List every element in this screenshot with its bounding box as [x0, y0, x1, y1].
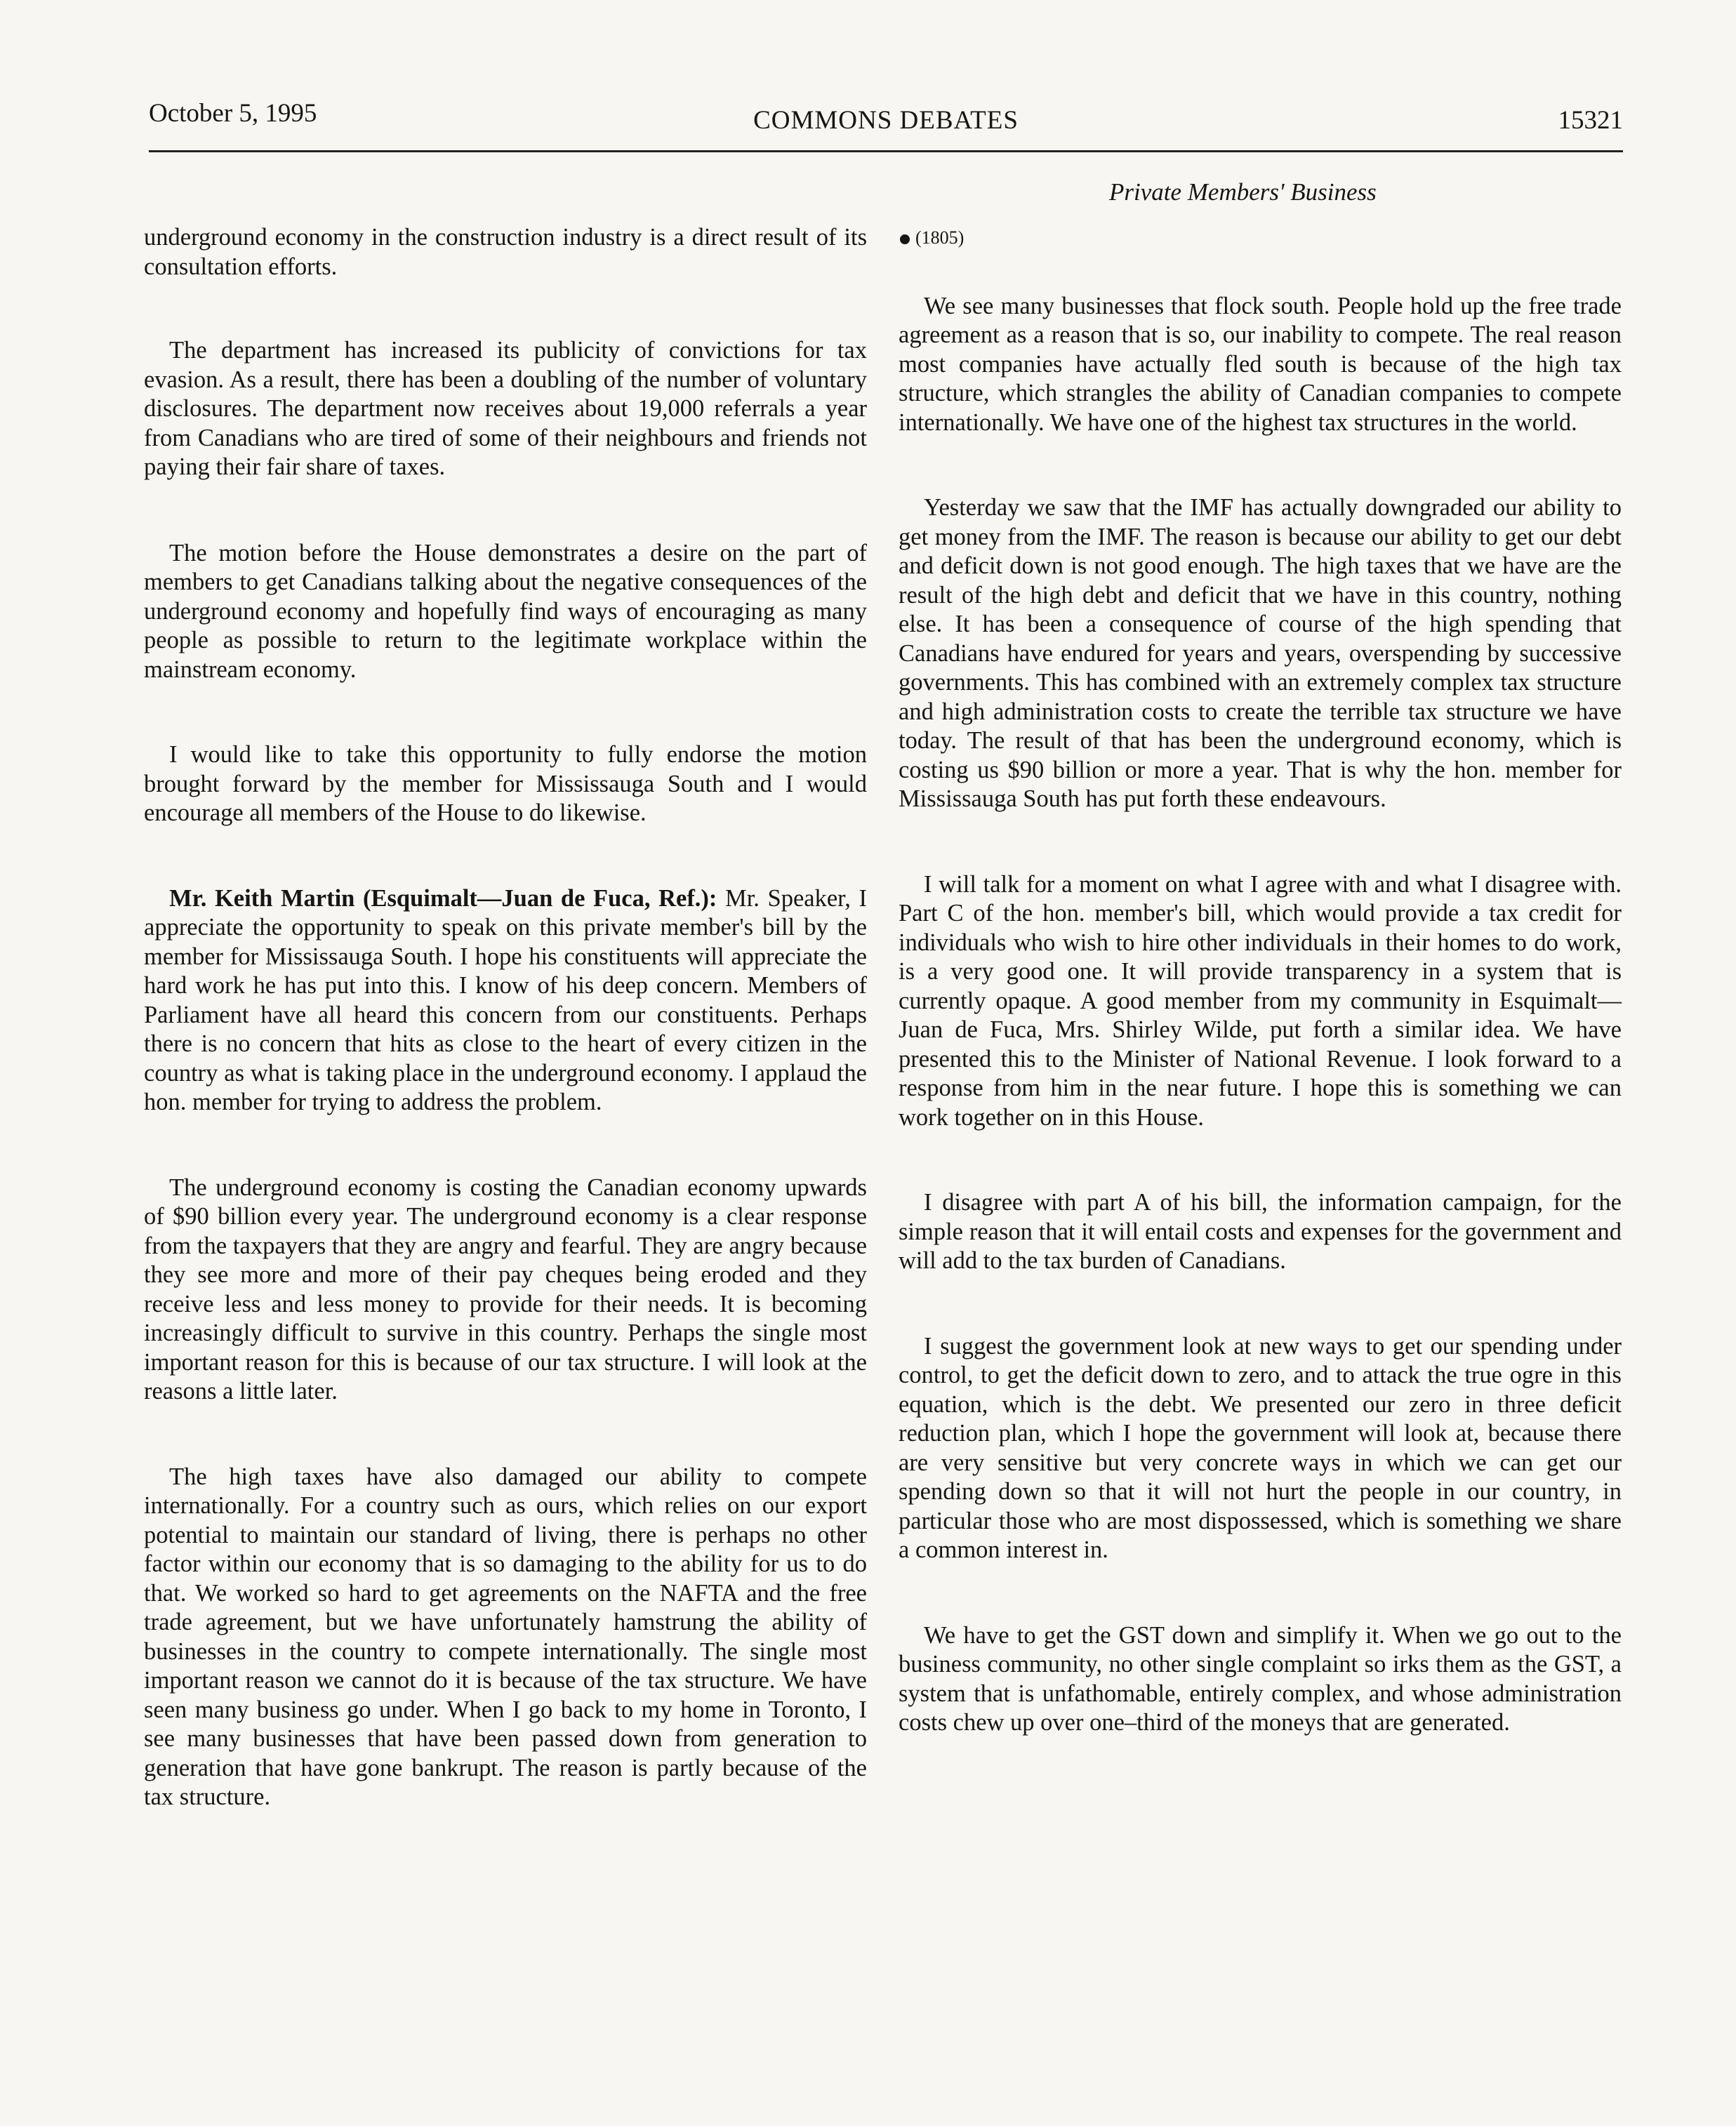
header-page-number: 15321 — [1558, 106, 1623, 135]
paragraph-gap — [144, 684, 867, 740]
speaker-name: Mr. Keith Martin (Esquimalt—Juan de Fuca, Ref.): — [169, 884, 717, 912]
left-paragraph-3: The motion before the House demonstrates a desire on the part of members to get Canadians talking about the negative consequences of the underground economy and hopefully find ways of encouraging as many people as possible to return to the legitimate workplace within the mainstream economy. — [144, 539, 867, 683]
left-paragraph-6: The underground economy is costing the Canadian economy upwards of $90 billion every year. The underground economy is a clear response from the taxpayers that they are angry and fearful. They are angry because they see more and more of their pay cheques being eroded and they receive less and less money to provide for their needs. It is becoming increasingly difficult to survive in this country. Perhaps the single most important reason for this is because of our tax structure. I will look at the reasons a little later. — [144, 1174, 867, 1404]
paragraph-gap — [144, 1407, 867, 1463]
paragraph-gap — [899, 1565, 1622, 1621]
right-paragraph-2: Yesterday we saw that the IMF has actually downgraded our ability to get money from the IMF. The reason is because our ability to get our debt and deficit down is not good enough. The high taxes that we have are the result of the high debt and deficit that we have in this country, nothing else. It has been a consequence of course of the high spending that Canadians have endured for years and years, overspending by successive governments. This has combined with an extremely complex tax structure and high administration costs to create the terrible tax structure we have today. The result of that has been the underground economy, which is costing us $90 billion or more a year. That is why the hon. member for Mississauga South has put forth these endeavours. — [899, 494, 1622, 812]
header-title: COMMONS DEBATES — [753, 106, 1019, 135]
paragraph-gap — [899, 253, 1622, 292]
right-paragraph-5: I suggest the government look at new ways to get our spending under control, to get the deficit down to zero, and to attack the true ogre in this equation, which is the debt. We presented our zero in three deficit reduction plan, which I hope the government will look at, because there are very sensitive but very concrete ways in which we can get our spending down so that it will not hurt the people in our country, in particular those who are most dispossessed, which is something we share a common interest in. — [899, 1332, 1622, 1563]
header-date: October 5, 1995 — [149, 99, 317, 128]
paragraph-gap — [899, 1276, 1622, 1332]
left-paragraph-7: The high taxes have also damaged our ability to compete internationally. For a country such as ours, which relies on our export potential to maintain our standard of living, there is perhaps no other factor within our economy that is so damaging to the ability for us to do that. We worked so hard to get agreements on the NAFTA and the free trade agreement, but we have unfortunately hamstrung the ability of businesses in the country to compete internationally. The single most important reason we cannot do it is because of the tax structure. We have seen many business go under. When I go back to my home in Toronto, I see many businesses that have been passed down from generation to generation that have gone bankrupt. The reason is partly because of the tax structure. — [144, 1463, 867, 1810]
paragraph-gap — [144, 281, 867, 336]
timestamp — [899, 223, 1622, 253]
left-paragraph-2: The department has increased its publicity of convictions for tax evasion. As a result, there has been a doubling of the number of voluntary disclosures. The department now receives about 19,000 referrals a year from Canadians who are tired of some of their neighbours and friends not paying their fair share of taxes. — [144, 337, 867, 480]
section-label: Private Members' Business — [1109, 178, 1377, 206]
paragraph-gap — [899, 437, 1622, 493]
right-paragraph-3: I will talk for a moment on what I agree with and what I disagree with. Part C of the hon. member's bill, which would provide a tax credit for individuals who wish to hire other individuals in their homes to do work, is a very good one. It will provide transparency in a system that is currently opaque. A good member from my community in Esquimalt—Juan de Fuca, Mrs. Shirley Wilde, put forth a similar idea. We have presented this to the Minister of National Revenue. I look forward to a response from him in the near future. I hope this is something we can work together on in this House. — [899, 870, 1622, 1131]
paragraph-gap — [144, 828, 867, 884]
right-column — [899, 223, 1622, 1738]
bullet-icon — [900, 234, 910, 244]
speech-text: Mr. Speaker, I appreciate the opportunity to speak on this private member's bill by the member for Mississauga South. I hope his constituents will appreciate the hard work he has put into this. I know of his deep concern. Members of Parliament have all heard this concern from our constituents. Perhaps there is no concern that hits as close to the heart of every citizen in the country as what is taking place in the underground economy. I applaud the hon. member for trying to address the problem. — [144, 884, 868, 1115]
right-paragraph-4: I disagree with part A of his bill, the information campaign, for the simple reason that it will entail costs and expenses for the government and will add to the tax burden of Canadians. — [899, 1189, 1622, 1274]
paragraph-gap — [899, 814, 1622, 870]
right-paragraph-6: We have to get the GST down and simplify it. When we go out to the business community, no other single complaint so irks them as the GST, a system that is unfathomable, entirely complex, and whose administration costs chew up over one–third of the moneys that are generated. — [899, 1621, 1622, 1736]
header-rule — [149, 150, 1623, 152]
right-paragraph-1: We see many businesses that flock south. People hold up the free trade agreement as a reason that is so, our inability to compete. The real reason most companies have actually fled south is because of the high tax structure, which strangles the ability of Canadian companies to compete internationally. We have one of the highest tax structures in the world. — [899, 292, 1622, 436]
left-column — [144, 223, 867, 1812]
paragraph-gap — [144, 1117, 867, 1174]
timestamp-text: (1805) — [915, 227, 965, 248]
left-paragraph-1: underground economy in the construction industry is a direct result of its consultation efforts. — [144, 224, 867, 280]
page-header — [149, 98, 1623, 140]
paragraph-gap — [899, 1132, 1622, 1188]
left-paragraph-5 — [144, 884, 867, 1117]
left-paragraph-4: I would like to take this opportunity to fully endorse the motion brought forward by the member for Mississauga South and I would encourage all members of the House to do likewise. — [144, 741, 867, 826]
paragraph-gap — [144, 482, 867, 539]
